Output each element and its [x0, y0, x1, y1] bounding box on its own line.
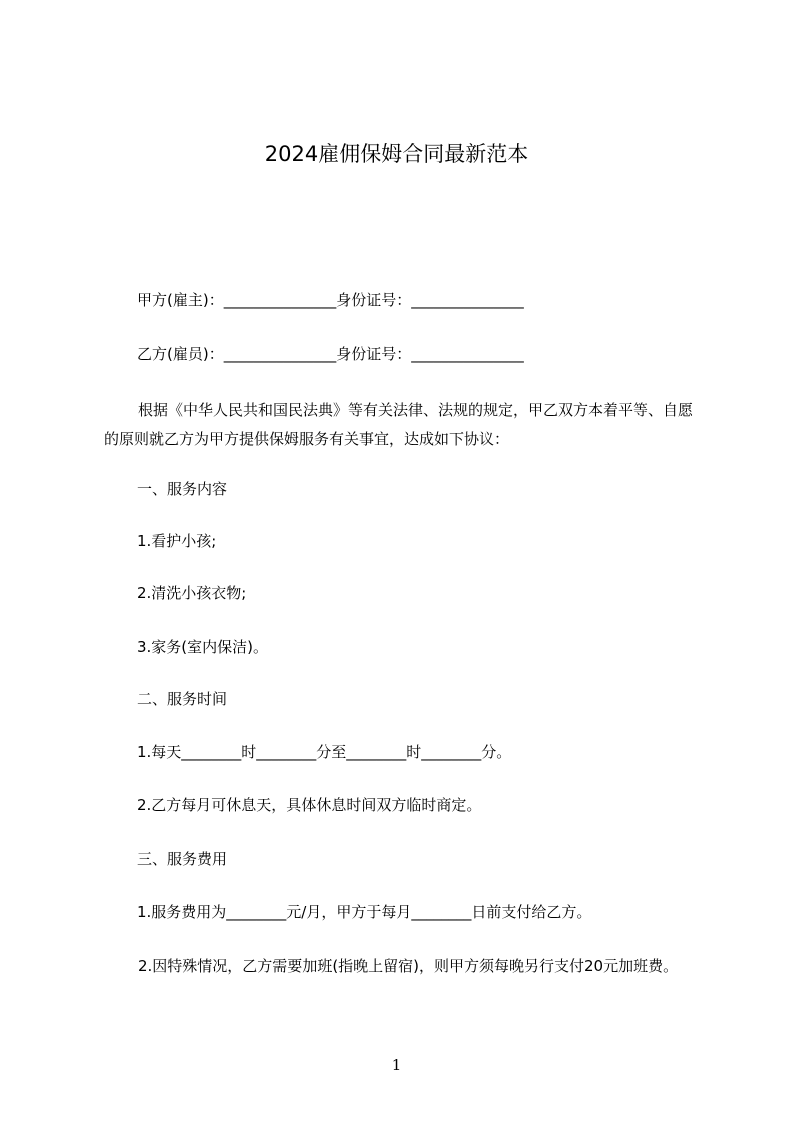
- party-b-line: 乙方(雇员)：_______________身份证号：_______________: [137, 345, 524, 363]
- section-heading-time: 二、服务时间: [137, 690, 228, 708]
- preamble-paragraph: [104, 396, 694, 454]
- document-title: 2024雇佣保姆合同最新范本: [264, 142, 529, 166]
- fee-item-1: 1.服务费用为________元/月，甲方于每月________日前支付给乙方。: [137, 903, 592, 921]
- fee-item-2: 2.因特殊情况，乙方需要加班(指晚上留宿)，则甲方须每晚另行支付20元加班费。: [138, 957, 679, 975]
- party-a-line: 甲方(雇主)：_______________身份证号：_______________: [137, 291, 524, 309]
- fee-item-2-paragraph: [104, 952, 694, 981]
- preamble-text: 根据《中华人民共和国民法典》等有关法律、法规的规定，甲乙双方本着平等、自愿的原则就乙方为甲方提供保姆服务有关事宜，达成如下协议：: [104, 401, 694, 448]
- section-heading-content: 一、服务内容: [137, 480, 228, 498]
- page-number: 1: [391, 1056, 402, 1074]
- time-item-1: 1.每天________时________分至________时________分。: [137, 743, 512, 761]
- section-heading-fee: 三、服务费用: [137, 850, 228, 868]
- time-item-2: 2.乙方每月可休息天，具体休息时间双方临时商定。: [137, 796, 482, 814]
- content-item-2: 2.清洗小孩衣物;: [137, 584, 247, 602]
- content-item-3: 3.家务(室内保洁)。: [137, 638, 269, 656]
- content-item-1: 1.看护小孩;: [137, 532, 217, 550]
